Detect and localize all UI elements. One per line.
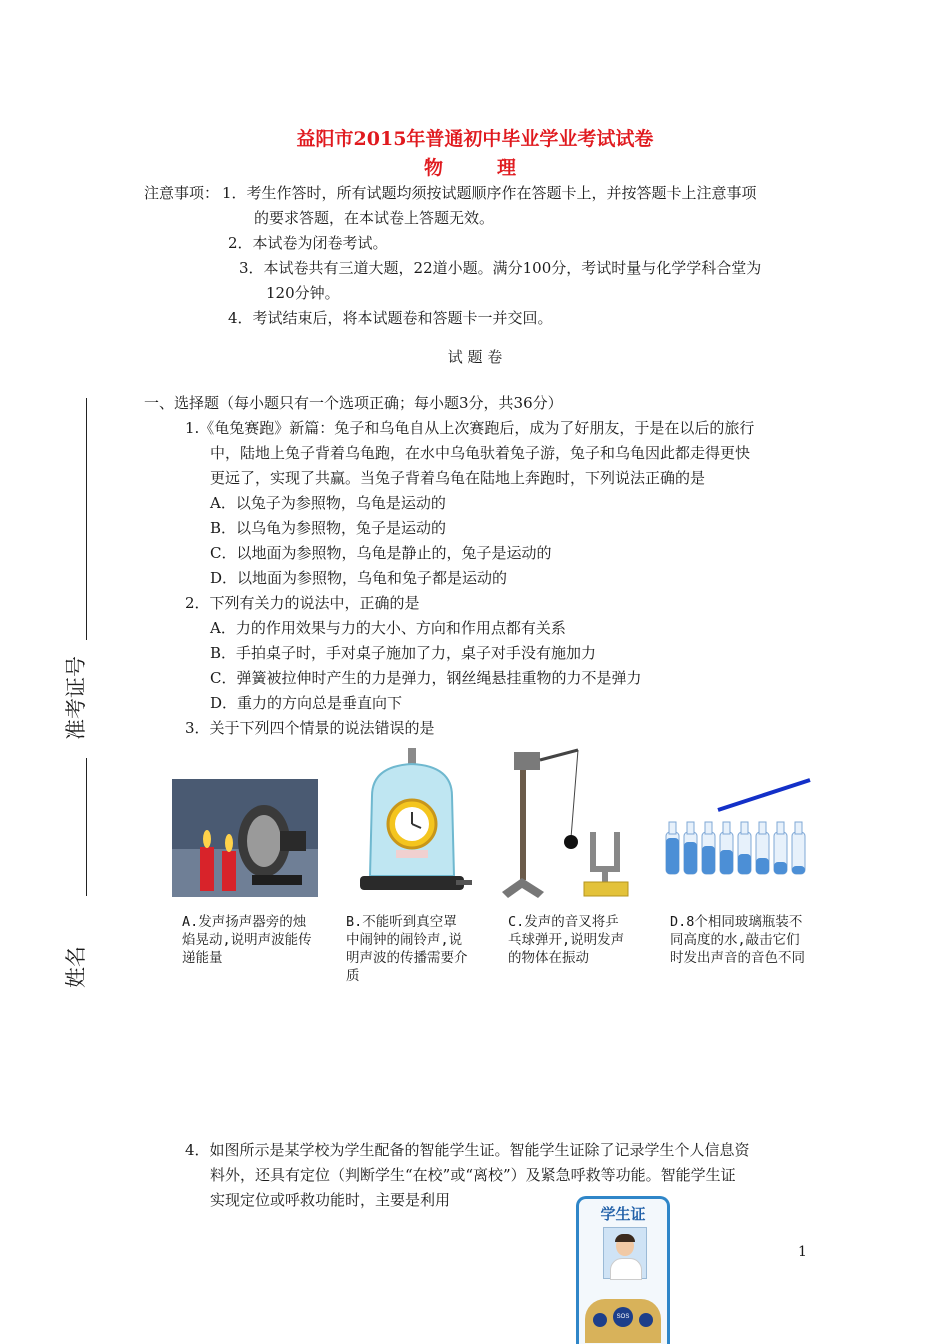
exam-id-line-bottom xyxy=(86,758,87,896)
q1-option-c: C．以地面为参照物，乌龟是静止的，兔子是运动的 xyxy=(210,544,552,562)
note-3-cont: 120分钟。 xyxy=(266,284,340,302)
card-keypad xyxy=(585,1299,661,1343)
q4-line-3: 实现定位或呼救功能时，主要是利用 xyxy=(210,1191,451,1209)
q3-caption-d: D.8个相同玻璃瓶装不同高度的水,敲击它们时发出声音的音色不同 xyxy=(670,914,805,966)
note-1-cont: 的要求答题，在本试卷上答题无效。 xyxy=(254,209,495,227)
name-label: 姓名 xyxy=(65,946,88,988)
note-1: 1．考生作答时，所有试题均须按试题顺序作在答题卡上，并按答题卡上注意事项 xyxy=(222,184,757,202)
note-4: 4．考试结束后，将本试题卷和答题卡一并交回。 xyxy=(228,309,553,327)
exam-title: 益阳市2015年普通初中毕业学业考试试卷 xyxy=(296,128,654,150)
figure-glass-bottles xyxy=(660,776,812,876)
figure-tuning-fork xyxy=(494,742,630,908)
page-number: 1 xyxy=(798,1244,807,1260)
q2-option-c: C．弹簧被拉伸时产生的力是弹力，钢丝绳悬挂重物的力不是弹力 xyxy=(210,669,642,687)
card-button-right xyxy=(639,1313,653,1327)
student-photo xyxy=(603,1227,647,1279)
notes-label: 注意事项： xyxy=(144,184,220,202)
student-card-label: 学生证 xyxy=(600,1206,646,1223)
q1-line-2: 中，陆地上兔子背着乌龟跑，在水中乌龟驮着兔子游，兔子和乌龟因此都走得更快 xyxy=(210,444,751,462)
q3-caption-b: B.不能听到真空罩中闹钟的闹铃声,说明声波的传播需要介质 xyxy=(346,914,468,984)
q1-option-b: B．以乌龟为参照物，兔子是运动的 xyxy=(210,519,447,537)
note-3: 3．本试卷共有三道大题，22道小题。满分100分，考试时量与化学学科合堂为 xyxy=(239,259,762,277)
exam-id-line-top xyxy=(86,398,87,640)
figure-bell-jar-clock xyxy=(352,746,472,902)
q3-caption-c: C.发声的音叉将乒乓球弹开,说明发声的物体在振动 xyxy=(508,914,625,966)
subject-char-1: 物 xyxy=(424,157,444,179)
q2-option-a: A．力的作用效果与力的大小、方向和作用点都有关系 xyxy=(210,619,566,637)
q4-line-2: 料外，还具有定位（判断学生“在校”或“离校”）及紧急呼救等功能。智能学生证 xyxy=(210,1166,736,1184)
q2-option-d: D．重力的方向总是垂直向下 xyxy=(210,694,403,712)
figure-speaker-candles xyxy=(172,779,318,897)
student-card-figure xyxy=(576,1196,670,1344)
note-2: 2．本试卷为闭卷考试。 xyxy=(228,234,388,252)
q3-caption-a: A.发声扬声器旁的烛焰晃动,说明声波能传递能量 xyxy=(182,914,312,966)
card-button-left xyxy=(593,1313,607,1327)
q2-option-b: B．手拍桌子时，手对桌子施加了力，桌子对手没有施加力 xyxy=(210,644,597,662)
q1-option-a: A．以兔子为参照物，乌龟是运动的 xyxy=(210,494,446,512)
exam-id-label: 准考证号 xyxy=(65,656,88,740)
q1-option-d: D．以地面为参照物，乌龟和兔子都是运动的 xyxy=(210,569,508,587)
q3-stem: 3．关于下列四个情景的说法错误的是 xyxy=(185,719,435,737)
q1-line-1: 1.《龟兔赛跑》新篇：兔子和乌龟自从上次赛跑后，成为了好朋友，于是在以后的旅行 xyxy=(185,419,755,437)
q4-line-1: 4．如图所示是某学校为学生配备的智能学生证。智能学生证除了记录学生个人信息资 xyxy=(185,1141,750,1159)
sos-button: SOS xyxy=(613,1307,633,1327)
subject-char-2: 理 xyxy=(497,157,517,179)
section-title: 试 题 卷 xyxy=(447,348,503,366)
q2-stem: 2．下列有关力的说法中，正确的是 xyxy=(185,594,420,612)
part1-heading: 一、选择题（每小题只有一个选项正确；每小题3分，共36分） xyxy=(144,394,563,412)
q1-line-3: 更远了，实现了共赢。当兔子背着乌龟在陆地上奔跑时，下列说法正确的是 xyxy=(210,469,706,487)
